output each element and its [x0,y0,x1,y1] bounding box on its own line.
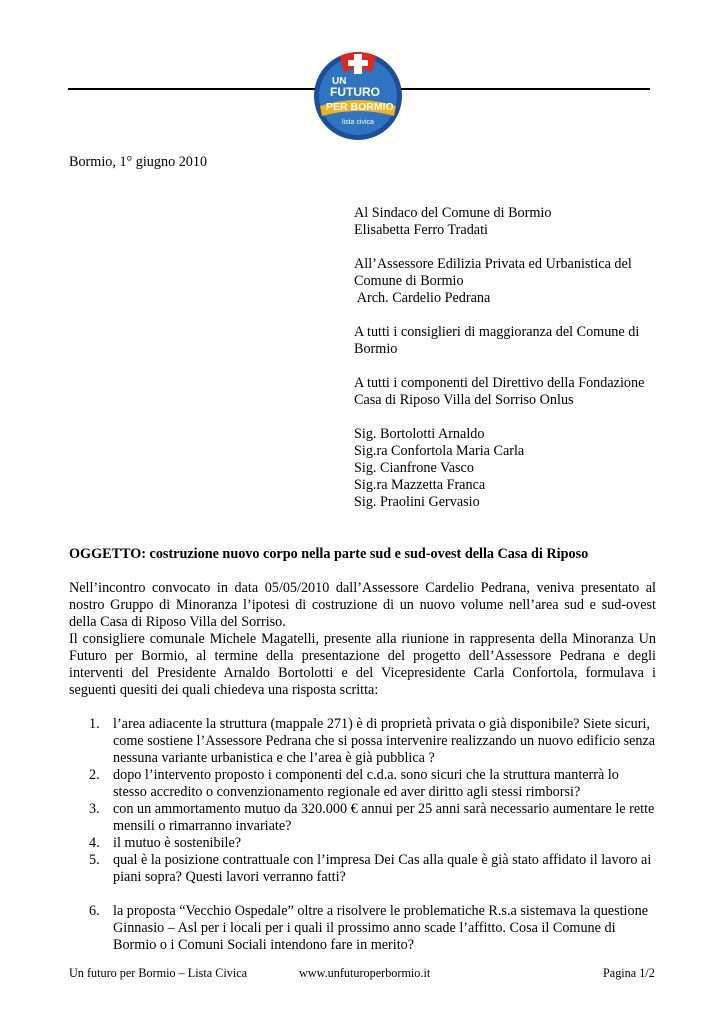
question-item [69,716,656,767]
recipient-council [354,324,664,358]
question-number: 2. [89,767,100,783]
recipients-block [354,205,664,528]
logo-text-per-bormio: PER BORMIO [326,101,394,113]
recipient-line: Bormio [354,341,398,357]
footer-page-number: Pagina 1/2 [603,966,655,980]
body-paragraph: Il consigliere comunale Michele Magatelli, presente alla riunione in rappresenta della Minoranza Un Futuro per Bormio, al termine della presentazione del progetto dell’Assessore Pedrana e degli interventi del Presidente Arnaldo Bortolotti e del Vicepresidente Carla Confortola, formulava i seguenti quesiti dei quali chiedeva una risposta scritta: [69,631,656,698]
question-item [69,801,656,835]
question-text: l’area adiacente la struttura (mappale 271) è di proprietà privata o già disponibile? Siete sicuri, come sostiene l’Assessore Pedrana che si possa intervenire realizzando un nuovo edificio senza nessuna variante urbanistica e che l’area è già pubblica ? [113,716,656,766]
footer-website-link[interactable]: www.unfuturoperbormio.it [299,966,431,980]
question-text: dopo l’intervento proposto i componenti del c.d.a. sono sicuri che la struttura manterrà lo stesso accredito o convenzionamento regionale ed aver diritto agli stessi rimborsi? [113,767,619,800]
question-text: la proposta “Vecchio Ospedale” oltre a risolvere le problematiche R.s.a sistemava la questione Ginnasio – Asl per i locali per i quali il prossimo anno scade l’affitto. Cosa il Comune di Bormio o i Comuni Sociali intendono fare in merito? [113,903,648,953]
question-text: il mutuo è sostenibile? [113,835,242,851]
recipient-line: Sig.ra Confortola Maria Carla [354,443,525,459]
party-logo [310,46,406,142]
body-paragraph: Nell’incontro convocato in data 05/05/2010 dall’Assessore Cardelio Pedrana, veniva presentato al nostro Gruppo di Minoranza l’ipotesi di costruzione di un nuovo volume nell’area sud e sud-ovest della Casa di Riposo Villa del Sorriso. [69,580,656,630]
recipient-line: Sig.ra Mazzetta Franca [354,477,486,493]
recipient-line: Sig. Praolini Gervasio [354,494,480,510]
recipient-line: Sig. Bortolotti Arnaldo [354,426,485,442]
recipient-line: Sig. Cianfrone Vasco [354,460,474,476]
logo-text-un: UN [332,76,347,87]
question-number: 1. [89,716,100,732]
question-item [69,835,656,852]
recipient-line: A tutti i componenti del Direttivo della Fondazione [354,375,645,391]
recipient-line: All’Assessore Edilizia Privata ed Urbanistica del [354,256,632,272]
letter-date: Bormio, 1° giugno 2010 [69,154,208,170]
question-text: qual è la posizione contrattuale con l’impresa Dei Cas alla quale è già stato affidato il lavoro ai piani sopra? Questi lavori verranno fatti? [113,852,652,885]
question-number: 6. [89,903,100,919]
header-rule-left [68,88,318,90]
recipient-line: Arch. Cardelio Pedrana [354,290,491,306]
recipient-line: A tutti i consiglieri di maggioranza del Comune di [354,324,640,340]
recipient-foundation [354,375,664,409]
questions-list [69,716,656,954]
question-number: 5. [89,852,100,868]
footer-org: Un futuro per Bormio – Lista Civica [69,966,248,980]
recipient-line: Al Sindaco del Comune di Bormio [354,205,552,221]
recipient-line: Elisabetta Ferro Tradati [354,222,488,238]
recipient-board-members [354,426,664,511]
recipient-line: Comune di Bormio [354,273,464,289]
header-rule-right [400,88,650,90]
recipient-line: Casa di Riposo Villa del Sorriso Onlus [354,392,574,408]
letter-body [69,580,656,699]
question-text: con un ammortamento mutuo da 320.000 € annui per 25 anni sarà necessario aumentare le rette mensili o rimarranno invariate? [113,801,655,834]
logo-text-futuro: FUTURO [330,85,380,99]
question-number: 4. [89,835,100,851]
question-item [69,903,656,954]
question-item [69,852,656,886]
question-item [69,767,656,801]
question-number: 3. [89,801,100,817]
letter-subject: OGGETTO: costruzione nuovo corpo nella parte sud e sud-ovest della Casa di Riposo [69,546,589,562]
recipient-mayor [354,205,664,239]
logo-text-lista-civica: lista civica [342,119,374,126]
recipient-assessor [354,256,664,307]
